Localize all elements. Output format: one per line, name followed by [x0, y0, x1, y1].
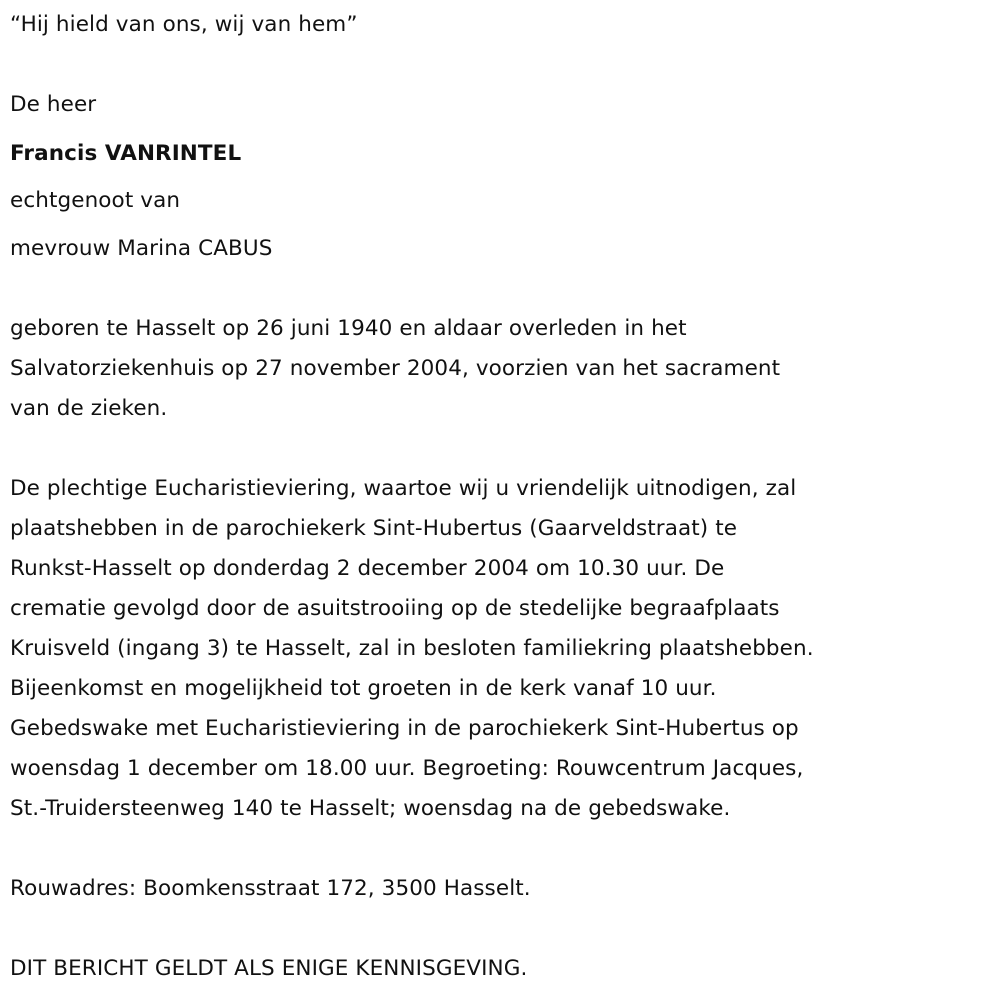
deceased-name: Francis VANRINTEL	[10, 141, 242, 166]
paragraph-line: Kruisveld (ingang 3) te Hasselt, zal in besloten familiekring plaatshebben.	[10, 636, 814, 661]
paragraph-line: geboren te Hasselt op 26 juni 1940 en aldaar overleden in het	[10, 316, 687, 341]
paragraph-line: van de zieken.	[10, 396, 168, 421]
paragraph-line: Gebedswake met Eucharistieviering in de parochiekerk Sint-Hubertus op	[10, 716, 799, 741]
quote: “Hij hield van ons, wij van hem”	[10, 12, 358, 37]
paragraph-line: woensdag 1 december om 18.00 uur. Begroeting: Rouwcentrum Jacques,	[10, 756, 804, 781]
paragraph-line: Bijeenkomst en mogelijkheid tot groeten in de kerk vanaf 10 uur.	[10, 676, 717, 701]
paragraph-line: Runkst-Hasselt op donderdag 2 december 2004 om 10.30 uur. De	[10, 556, 725, 581]
spouse-name: mevrouw Marina CABUS	[10, 236, 273, 261]
paragraph-line: plaatshebben in de parochiekerk Sint-Hubertus (Gaarveldstraat) te	[10, 516, 738, 541]
paragraph-line: Salvatorziekenhuis op 27 november 2004, voorzien van het sacrament	[10, 356, 781, 381]
paragraph-line: De plechtige Eucharistieviering, waartoe wij u vriendelijk uitnodigen, zal	[10, 476, 797, 501]
notice: DIT BERICHT GELDT ALS ENIGE KENNISGEVING.	[10, 956, 528, 981]
paragraph-line: St.-Truidersteenweg 140 te Hasselt; woensdag na de gebedswake.	[10, 796, 731, 821]
salutation: De heer	[10, 92, 97, 117]
relation: echtgenoot van	[10, 188, 181, 213]
mourning-address: Rouwadres: Boomkensstraat 172, 3500 Hasselt.	[10, 876, 531, 901]
paragraph-line: crematie gevolgd door de asuitstrooiing op de stedelijke begraafplaats	[10, 596, 780, 621]
